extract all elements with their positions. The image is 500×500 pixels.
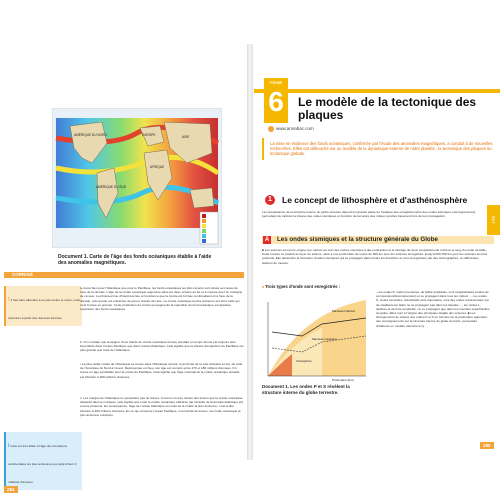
corrige-bar: [4, 272, 244, 278]
page-number-right: 285: [480, 442, 494, 449]
graph-axis-label: Profondeur (km): [332, 378, 354, 382]
map-label-europe: EUROPE: [142, 133, 156, 137]
map-label-africa: AFRIQUE: [150, 165, 165, 169]
document-caption: Document 1. Les ondes P et S révèlent la structure interne du globe terrestre.: [262, 384, 350, 395]
section-number: 1: [265, 195, 275, 205]
page-title: Le modèle de la tectonique des plaques: [298, 95, 477, 122]
answer-b: b. On constate que la largeur d'une bande de croûte océanique formée pendant un temps donné est toujours plus importante dans l'océan Pacifique que dans l'océan Atlantique. Cela signifie que la vitesse d'expansion du Pacifique est plus grande que celle de l'Atlantique.: [80, 340, 244, 353]
globe-icon: [268, 126, 274, 132]
map-label-north-america: AMÉRIQUE DU NORD: [74, 133, 107, 137]
map-label-asia: ASIE: [182, 135, 190, 139]
wave-types-description: – les ondes P, ondes premières, de faible amplitude, sont longitudinales (ondes de compression/décompression) et se propagent dans tous les milieux ; – les ondes S, ondes secondes, d'amplitude plus importante, sont des ondes transversales (ou de cisaillement). Elles ne se propagent pas dans les liquides ; – les ondes L, tardives et de forte amplitude, ne se propagent que dans les couches superficielles du globe. Elles sont à l'origine des principaux dégâts des séismes. ■ Les changements de vitesse des ondes P et S en fonction de la profondeur apportent des renseignements sur la structure interne du globe terrestre, permettant d'élaborer un modèle (document 1).: [376, 290, 490, 328]
warning-icon: !: [8, 297, 10, 303]
book-gutter: [247, 44, 253, 460]
info-note: [4, 432, 82, 490]
page-number-left: 284: [4, 486, 18, 493]
web-link-text: www.annabac.com: [276, 126, 314, 132]
subsection-letter: A: [264, 237, 270, 243]
fiche-number: 6: [268, 86, 284, 117]
tip-note: [4, 286, 82, 326]
seismic-wave-graph: [262, 292, 370, 382]
answer-b-detail: • La plus vieille croûte de l'Atlantique se trouve dans l'Atlantique central, à proximité de la côte africaine à l'est, de celle de l'Amérique du Nord à l'ouest. Représentée en bleu, son âge est compris entre 170 et 180 millions d'années. On trouve un âge semblable pour la croûte du Pacifique. Cela signifie que l'âge maximal de la croûte océanique actuelle est inférieur à 200 millions d'années.: [80, 362, 243, 379]
subsection-title: Les ondes sismiques et la structure générale du Globe: [277, 236, 438, 243]
web-link[interactable]: [268, 126, 314, 132]
fiche-label: FICHE: [270, 80, 282, 85]
seismes-paragraph: ■ Les séismes sont pour origine une rupture au sein des roches soumises à des contraintes et le blocage de deux compartiments rocheux le long d'un plan de faille. Cette rupture se produit au foyer du séisme, situé à une profondeur de moins de 600 km pour les séismes enregistrés, jusqu'à 600-700 km pour les séismes les plus profonds. Elle déclenche la formation d'ondes sismiques qui se propagent dans toutes les directions et sont enregistrées par des sismographes, en différentes stations de mesure.: [262, 248, 488, 265]
tip-note-text: Il faut faire attention à ne pas réciter le cours, mais raisonner à partir des données fournies.: [8, 298, 80, 320]
subject-sidetab[interactable]: SVT: [487, 205, 500, 235]
ocean-floor-age-map: [52, 108, 222, 248]
corrige-label: CORRIGÉ: [12, 272, 34, 277]
section-intro-text: La connaissance de la structure interne du globe terrestre dépend en grande partie de l'analyse des enregistrements des ondes sismiques (sismogrammes) permettant de calculer la vitesse des ondes sismiques en fonction de la nature des milieux qu'elles traversent lors de leur propagation.: [262, 210, 476, 219]
answer-a: a. Aussi bien pour l'Atlantique que pour le Pacifique, les fonds océaniques les plus récents sont situés au niveau de l'axe de la dorsale. L'âge de la croûte océanique augmente dans les deux océans au fur et à mesure que l'on s'éloigne de cet axe. La photosomme d'interprète lieu et fonctionne que la croûte est formée continuellement à l'axe de la dorsale, puis qu'elle est entraînée de part et d'autre de l'axe. La croûte océanique la plus ancienne est donc celle qui s'est formée en premier. Cette production de croûte qui augmente la superficie du fond océanique est appelée expansion des fonds océaniques.: [80, 286, 243, 312]
section-title: Le concept de lithosphère et d'asthénosphère: [282, 195, 468, 205]
info-icon: i: [8, 443, 10, 449]
graph-label-lower-mantle: Manteau inférieur: [332, 309, 356, 313]
map-caption: Document 1. Carte de l'âge des fonds océaniques établie à l'aide des anomalies magnétiques.: [58, 254, 212, 266]
graph-label-upper-mantle: Manteau supérieur: [312, 337, 338, 341]
map-label-south-america: AMÉRIQUE DU SUD: [96, 185, 127, 189]
answer-c: c. Les marges de l'Atlantique ne possèdent pas de fosses. Comme c'est au niveau des fosses que la croûte océanique disparaît dans le manteau, cela signifie que toute la croûte océanique élaborée par l'activité de la dorsale atlantique est encore présente. En conséquence, l'âge de l'océan Atlantique est celui de la croûte la plus ancienne, c'est-à-dire inférieur à 200 millions d'années. En ce qui concerne l'océan Pacifique, il est bordé de fosses, sa croûte océanique la plus ancienne a disparu.: [80, 396, 243, 417]
australia-shape: [190, 188, 214, 208]
intro-paragraph: La mise en évidence des fonds océaniques, confirmée par l'étude des anomalies magnétiques, a conduit à de nouvelles recherches. Elles ont débouché sur un modèle de la dynamique externe de notre planète : la tectonique des plaques ou tectonique globale.: [262, 138, 499, 160]
info-note-text: Cela est très fidèle à l'âge des formations continentales les plus anciennes qui approchent 4 milliards d'années.: [8, 444, 77, 484]
fiche-bar: [254, 89, 500, 93]
bullet-wave-types: ■ Trois types d'onde sont enregistrés :: [262, 284, 340, 289]
left-page: [0, 44, 248, 492]
graph-label-lithosphere: Lithosphère: [296, 359, 312, 363]
